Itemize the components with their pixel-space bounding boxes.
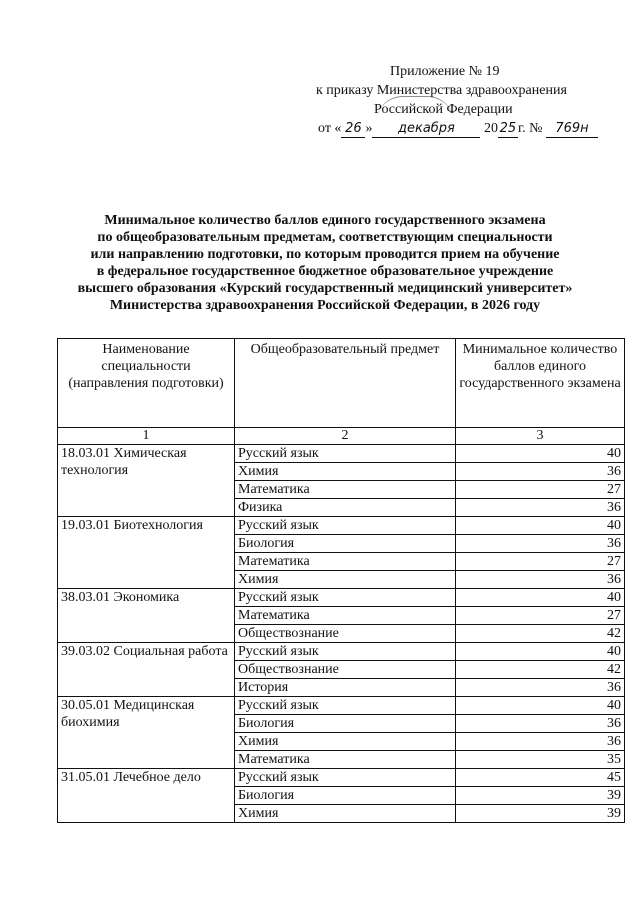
col-number-1: 1 (58, 428, 235, 445)
document-title (40, 212, 610, 314)
subject-cell: Математика (235, 607, 456, 625)
score-cell: 40 (456, 445, 625, 463)
score-cell: 39 (456, 787, 625, 805)
subject-cell: История (235, 679, 456, 697)
specialty-cell: 18.03.01 Химическая технология (58, 445, 235, 517)
subject-cell: Биология (235, 715, 456, 733)
subject-cell: Химия (235, 805, 456, 823)
col-header-min-score: Минимальное количество баллов единого государственного экзамена (456, 339, 625, 428)
score-cell: 36 (456, 499, 625, 517)
order-number: 769н (546, 121, 598, 138)
scores-table (57, 338, 625, 823)
score-cell: 40 (456, 643, 625, 661)
table-row (58, 697, 625, 715)
score-cell: 35 (456, 751, 625, 769)
subject-cell: Обществознание (235, 661, 456, 679)
column-number-row (58, 428, 625, 445)
score-cell: 36 (456, 679, 625, 697)
col-header-subject: Общеобразовательный предмет (235, 339, 456, 428)
specialty-cell: 38.03.01 Экономика (58, 589, 235, 643)
subject-cell: Русский язык (235, 697, 456, 715)
score-cell: 40 (456, 697, 625, 715)
annex-number: Приложение № 19 (390, 64, 500, 79)
score-cell: 36 (456, 571, 625, 589)
subject-cell: Биология (235, 535, 456, 553)
subject-cell: Русский язык (235, 589, 456, 607)
subject-cell: Русский язык (235, 445, 456, 463)
subject-cell: Русский язык (235, 643, 456, 661)
score-cell: 36 (456, 715, 625, 733)
title-line: в федеральное государственное бюджетное образовательное учреждение (96, 264, 554, 279)
col-number-3: 3 (456, 428, 625, 445)
score-cell: 27 (456, 553, 625, 571)
title-line: или направлению подготовки, по которым проводится прием на обучение (90, 247, 560, 262)
order-reference: к приказу Министерства здравоохранения (316, 83, 567, 98)
title-line: Министерства здравоохранения Российской Федерации, в 2026 году (109, 298, 541, 313)
score-cell: 45 (456, 769, 625, 787)
score-cell: 36 (456, 535, 625, 553)
table-body (58, 445, 625, 823)
subject-cell: Химия (235, 463, 456, 481)
subject-cell: Биология (235, 787, 456, 805)
date-mid: » (365, 121, 373, 136)
subject-cell: Русский язык (235, 769, 456, 787)
subject-cell: Химия (235, 733, 456, 751)
date-month: декабря (372, 121, 480, 138)
signature-mark (376, 96, 454, 123)
subject-cell: Обществознание (235, 625, 456, 643)
col-header-specialty: Наименование специальности (направления подготовки) (58, 339, 235, 428)
header-row (58, 339, 625, 428)
score-cell: 36 (456, 733, 625, 751)
date-year-g: г. № (517, 121, 543, 136)
score-cell: 42 (456, 625, 625, 643)
subject-cell: Физика (235, 499, 456, 517)
score-cell: 40 (456, 517, 625, 535)
title-line: Минимальное количество баллов единого государственного экзамена (104, 213, 546, 228)
col-number-2: 2 (235, 428, 456, 445)
subject-cell: Русский язык (235, 517, 456, 535)
date-day: 26 (341, 121, 365, 138)
specialty-cell: 31.05.01 Лечебное дело (58, 769, 235, 823)
order-date-line (318, 119, 598, 138)
table-row (58, 643, 625, 661)
score-cell: 36 (456, 463, 625, 481)
date-year-suffix: 25 (499, 121, 517, 136)
subject-cell: Математика (235, 553, 456, 571)
score-cell: 27 (456, 607, 625, 625)
table-row (58, 517, 625, 535)
specialty-cell: 19.03.01 Биотехнология (58, 517, 235, 589)
title-line: по общеобразовательным предметам, соответствующим специальности (97, 230, 553, 245)
score-cell: 39 (456, 805, 625, 823)
subject-cell: Химия (235, 571, 456, 589)
table-row (58, 589, 625, 607)
specialty-cell: 39.03.02 Социальная работа (58, 643, 235, 697)
date-prefix: от « (318, 121, 342, 136)
table-row (58, 445, 625, 463)
federation-line: Российской Федерации (374, 102, 513, 117)
score-cell: 40 (456, 589, 625, 607)
subject-cell: Математика (235, 751, 456, 769)
subject-cell: Математика (235, 481, 456, 499)
score-cell: 27 (456, 481, 625, 499)
table-row (58, 769, 625, 787)
title-line: высшего образования «Курский государственный медицинский университет» (77, 281, 573, 296)
date-year-prefix: 20 (483, 121, 498, 136)
specialty-cell: 30.05.01 Медицинская биохимия (58, 697, 235, 769)
score-cell: 42 (456, 661, 625, 679)
